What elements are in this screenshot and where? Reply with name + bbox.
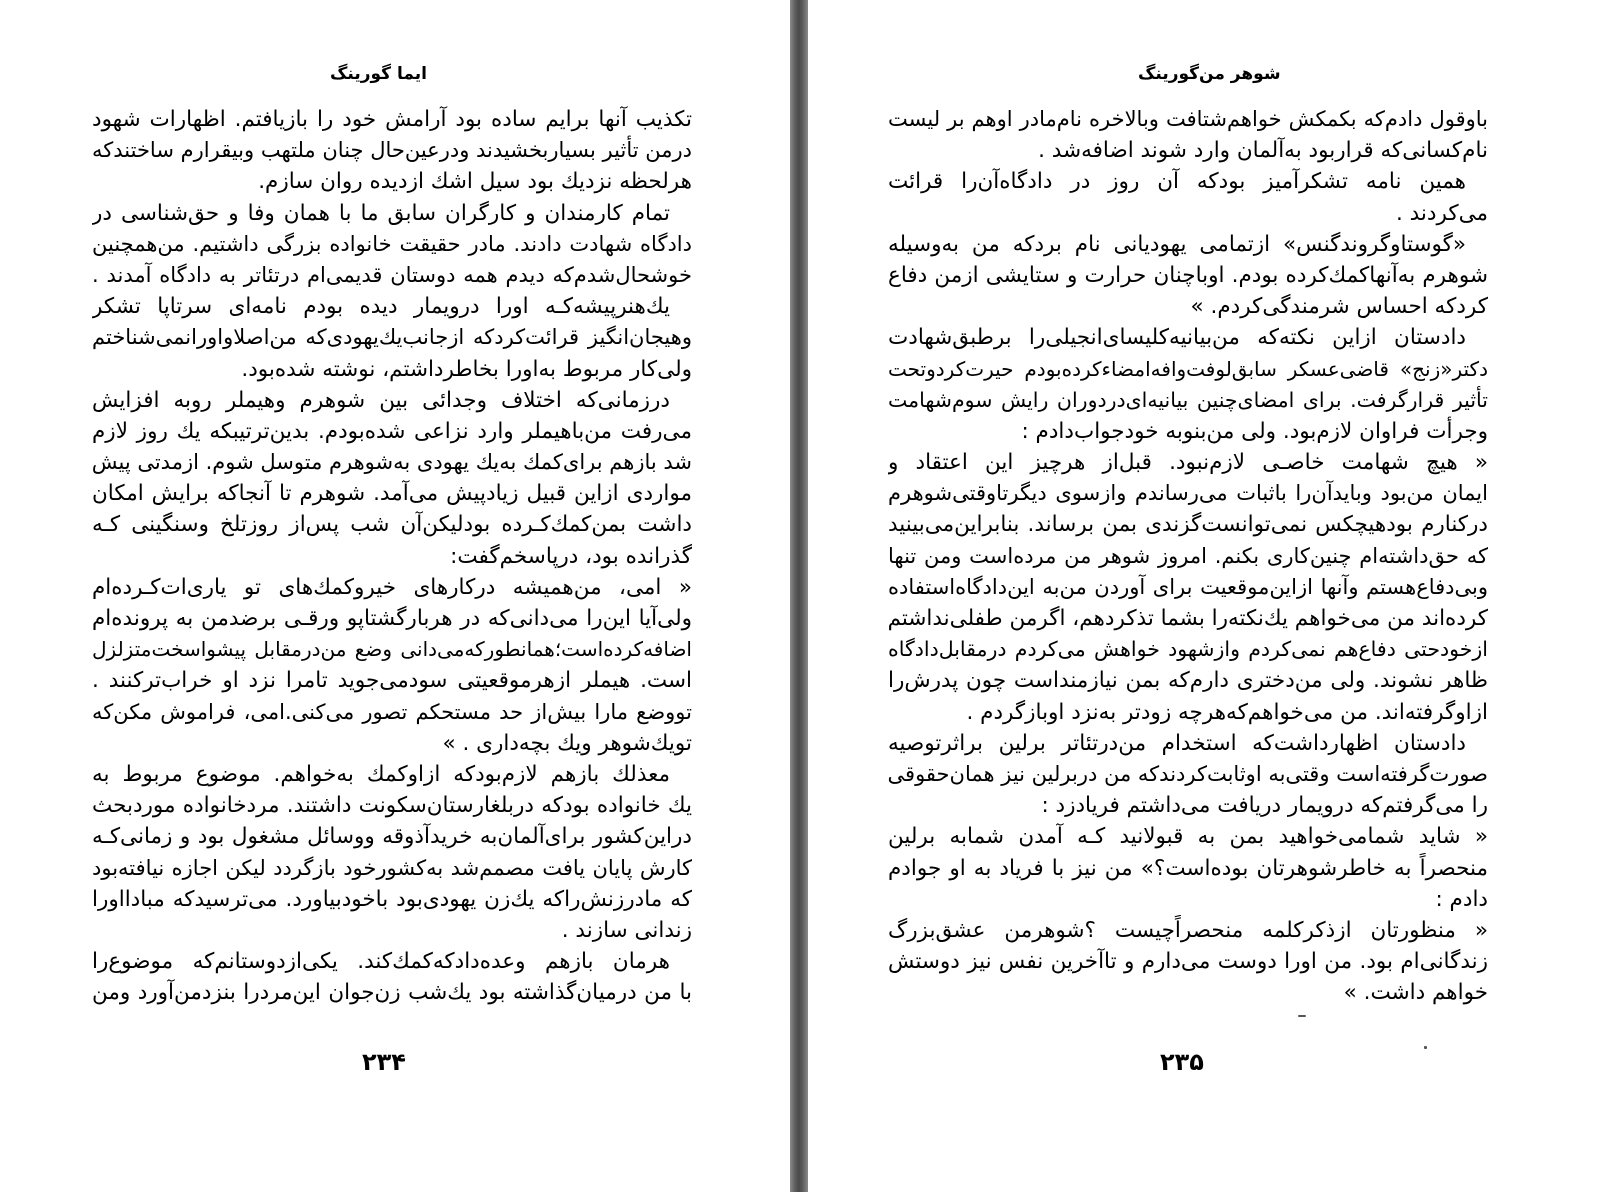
text-line: « امی، من‌همیشه درکارهای خیروکمك‌های تو یاری‌ات‌کـرده‌ام [92,574,692,600]
text-line: تکذیب آنها برایم ساده بود آرامش خود را بازیافتم. اظهارات شهود [92,107,692,132]
text-line: ولی‌آیا این‌را می‌دانی‌که در هربارگشتاپو ورقـی برضدمن به پرونده‌ام [92,606,692,631]
text-line: وبی‌دفاع‌هستم وآنها ازاین‌موقعیت برای آوردن من‌به این‌دادگاه‌استفاده [888,574,1488,599]
text-line: می‌کردند . [1395,200,1488,226]
left-page [0,0,790,1192]
text-line: وجرأت فراوان لازم‌بود. ولی من‌بنوبه خودجواب‌دادم : [1021,418,1488,444]
text-line: می‌رفت من‌باهیملر وارد نزاعی شده‌بودم. بدین‌ترتیبکه یك روز لازم [92,418,692,444]
text-line: صورت‌گرفته‌است وقتی‌به اوثابت‌کردندکه من دربرلین نیز همان‌حقوقی [888,761,1488,786]
text-line: با من درمیان‌گذاشته بود یك‌شب زن‌جوان این‌مردرا بنزدمن‌آورد ومن [92,980,692,1006]
text-line: اضافه‌کرده‌است؛همانطورکه‌می‌دانی وضع من‌درمقابل پیشواسخت‌متزلزل [92,637,692,662]
text-line: ولی‌کار مربوط به‌اورا بخاطرداشتم، نوشته شده‌بود. [241,356,692,382]
text-line: دراین‌کشور برای‌آلمان‌به خریدآذوقه ووسائل مشغول بود و زمانی‌کـه [92,824,692,850]
text-line: تمام کارمندان و کارگران سابق ما با همان وفا و حق‌شناسی در [92,200,670,226]
text-line: تووضع مارا بیش‌از حد مستحکم تصور می‌کنی.امی، فراموش مکن‌که [92,699,692,724]
text-line: « منظورتان ازذکرکلمه منحصراً‌چیست ؟شوهرمن عشق‌بزرگ [888,917,1488,943]
text-line: مواردی ازاین قبیل زیادپیش می‌آمد. شوهرم تا آنجاکه برایش امکان [92,481,692,507]
text-line: درمن تأثیر بسیاربخشیدند ودرعین‌حال چنان ملتهب وبیقرارم ساختندکه [92,138,692,163]
text-line: را می‌گرفتم‌که درویمار دریافت می‌داشتم فریادزد : [1041,793,1488,819]
text-line: درزمانی‌که اختلاف وجدائی بین شوهرم وهیملر روبه افزایش [92,387,670,413]
ink-speck [1424,1046,1427,1049]
left-page-body [92,104,692,1008]
text-line: که حق‌داشته‌ام چنین‌کاری بکنم. امروز شوهر من مرده‌است ومن تنها [888,543,1488,568]
text-line: گذرانده بود، درپاسخم‌گفت: [450,543,692,569]
text-line: زندگانی‌ام بود. من اورا دوست می‌دارم و تاآخرین نفس نیز دوستش [888,949,1488,975]
text-line: هرمان بازهم وعده‌دادکه‌کمك‌کند. یکی‌ازدوستانم‌که موضوع‌را [92,949,670,975]
text-line: دادم : [1435,886,1488,912]
text-line: شوهرم به‌آنهاکمك‌کرده بودم. اوباچنان حرارت و ستایشی ازمن دفاع [888,262,1488,288]
text-line: ازخودحتی دفاع‌هم نمی‌کردم وازشهود خواهش می‌کردم درمقابل‌دادگاه [888,637,1488,662]
text-line: نام‌کسانی‌که قراربود به‌آلمان وارد شوند اضافه‌شد . [1038,138,1488,164]
text-line: تویك‌شوهر ویك بچه‌داری . » [442,730,692,756]
text-line: شد بازهم برای‌کمك به‌یك یهودی به‌شوهرم متوسل شوم. ازمدتی پیش [92,450,692,475]
ink-speck [1298,1015,1306,1017]
left-running-head: ایما گورینگ [330,64,427,84]
text-line: یك خانواده بودکه دربلغارستان‌سکونت داشتند. مردخانواده موردبحث [92,793,692,819]
text-line: «گوستاوگروندگنس» ازتمامی یهودیانی نام بردکه من به‌وسیله [888,231,1466,257]
right-running-head: شوهر من‌گورینگ [1138,64,1281,84]
text-line: یك‌هنرپیشه‌کـه اورا درویمار دیده بودم نامه‌ای سرتاپا تشکر [92,294,670,320]
text-line: ایمان من‌بود وبایدآن‌را باثبات می‌رساندم وازسوی دیگرتاوقتی‌شوهرم [888,481,1488,506]
text-line: است. هیملر ازهرموقعیتی سودمی‌جوید تامرا نزد او خراب‌ترکنند . [92,668,692,694]
text-line: ظاهر نشوند. ولی من‌دختری دارم‌که بمن نیازمنداست چون پدرش‌را [888,668,1488,694]
text-line: وهیجان‌انگیز قرائت‌کردکه ازجانب‌یك‌یهودی‌که من‌اصلاواورانمی‌شناختم [92,325,692,350]
text-line: منحصراً به خاطرشوهرتان بوده‌است؟» من نیز با فریاد به او جوادم [888,855,1488,881]
text-line: درکنارم بودهیچکس نمی‌توانست‌گزندی بمن برساند. بنابراین‌می‌بینید [888,512,1488,538]
text-line: خوشحال‌شدم‌که دیدم همه دوستان قدیمی‌ام درتئاتر به دادگاه آمدند . [92,262,692,287]
text-line: تأثیر قرارگرفت. برای امضای‌چنین بیانیه‌ای‌دردوران رایش سوم‌شهامت [888,387,1488,412]
text-line: « شاید شمامی‌خواهید بمن به قبولانید کـه آمدن شمابه برلین [888,824,1488,850]
right-page [808,0,1605,1192]
text-line: خواهم داشت. » [1343,980,1488,1006]
text-line: دادستان ازاین نکته‌که من‌بیانیه‌کلیسای‌انجیلی‌را برطبق‌شهادت [888,325,1466,351]
right-page-body [888,104,1488,1008]
right-page-number: ۲۳۵ [1160,1048,1204,1076]
text-line: کارش پایان یافت مصمم‌شد به‌کشورخود بازگردد لیکن اجازه نیافته‌بود [92,855,692,880]
book-gutter [790,0,808,1192]
text-line: کردکه احساس شرمندگی‌کردم. » [1190,294,1488,320]
text-line: دادستان اظهارداشت‌که استخدام من‌درتئاتر برلین براثرتوصیه [888,730,1466,756]
text-line: « هیچ شهامت خاصـی لازم‌نبود. قبل‌از هرچیز این اعتقاد و [888,450,1488,476]
text-line: ازاوگرفته‌اند. من می‌خواهم‌که‌هرچه زودتر به‌نزد اوبازگردم . [966,699,1488,725]
text-line: باوقول دادم‌که بکمکش خواهم‌شتافت وبالاخره نام‌مادر اوهم بر لیست [888,107,1488,131]
text-line: دکتر«زنج» قاضی‌عسکر سابق‌لوفت‌وافه‌امضاءکرده‌بودم حیرت‌کردوتحت [888,356,1488,381]
text-line: زندانی سازند . [561,917,692,943]
text-line: کرده‌اند من می‌خواهم یك‌نکته‌را بشما تذکردهم، اگرمن طفلی‌نداشتم [888,606,1488,631]
text-line: هرلحظه نزدیك بود سیل اشك ازدیده روان سازم. [258,169,692,195]
text-line: دادگاه شهادت دادند. مادر حقیقت خانواده بزرگی داشتیم. من‌همچنین [92,231,692,256]
text-line: همین نامه تشکرآمیز بودکه آن روز در دادگاه‌آن‌را قرائت [888,169,1466,195]
text-line: معذلك بازهم لازم‌بودکه ازاوکمك به‌خواهم. موضوع مربوط به [92,761,670,787]
left-page-number: ۲۳۴ [362,1048,406,1076]
text-line: که مادرزنش‌راکه یك‌زن یهودی‌بود باخودبیاورد. می‌ترسیدکه مبادااورا [92,886,692,912]
text-line: داشت بمن‌کمك‌کـرده بودلیکن‌آن شب پس‌از روزتلخ وسنگینی کـه [92,512,692,538]
